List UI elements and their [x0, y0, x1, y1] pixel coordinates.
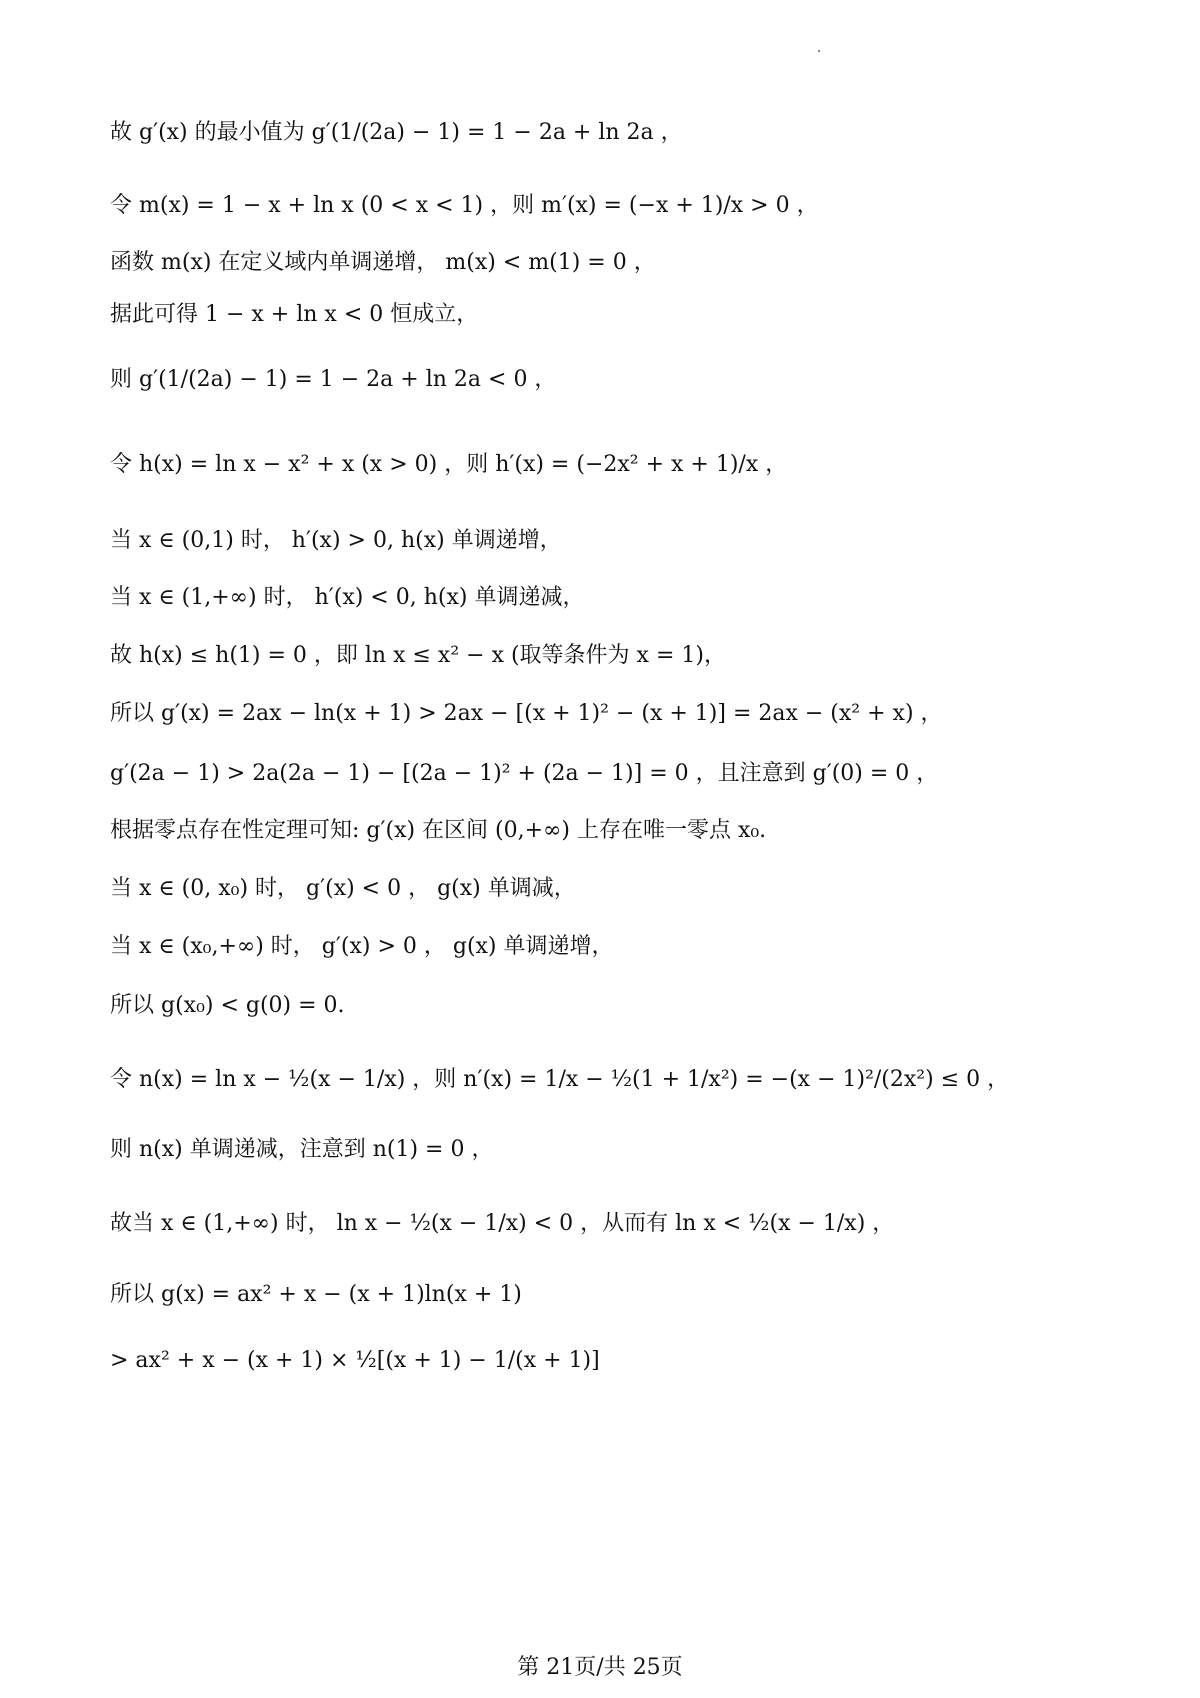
- text-line: 所以 g(x) = ax² + x − (x + 1)ln(x + 1): [110, 1282, 522, 1307]
- text-line: 所以 g(x₀) < g(0) = 0.: [110, 993, 345, 1018]
- text-line: 当 x ∈ (0,1) 时， h′(x) > 0, h(x) 单调递增，: [110, 528, 562, 553]
- text-line: 令 h(x) = ln x − x² + x (x > 0) ，则 h′(x) = (−2x² + x + 1)/x ，: [110, 452, 788, 477]
- text-line: 故 g′(x) 的最小值为 g′(1/(2a) − 1) = 1 − 2a + ln 2a ，: [110, 120, 683, 145]
- text-line: 所以 g′(x) = 2ax − ln(x + 1) > 2ax − [(x + 1)² − (x + 1)] = 2ax − (x² + x) ，: [110, 701, 943, 726]
- text-line: 据此可得 1 − x + ln x < 0 恒成立，: [110, 302, 479, 327]
- text-line: 根据零点存在性定理可知: g′(x) 在区间 (0,+∞) 上存在唯一零点 x₀.: [110, 818, 767, 843]
- text-line: > ax² + x − (x + 1) × ½[(x + 1) − 1/(x + 1)]: [110, 1348, 600, 1373]
- text-line: g′(2a − 1) > 2a(2a − 1) − [(2a − 1)² + (2a − 1)] = 0 ，且注意到 g′(0) = 0 ，: [110, 761, 939, 786]
- text-line: 故当 x ∈ (1,+∞) 时， ln x − ½(x − 1/x) < 0 ，从而有 ln x < ½(x − 1/x) ，: [110, 1211, 895, 1236]
- text-line: 当 x ∈ (1,+∞) 时， h′(x) < 0, h(x) 单调递减，: [110, 585, 585, 610]
- page-number: 第 21页/共 25页: [517, 1655, 683, 1680]
- text-line: 则 g′(1/(2a) − 1) = 1 − 2a + ln 2a < 0 ，: [110, 367, 557, 392]
- text-line: 函数 m(x) 在定义域内单调递增， m(x) < m(1) = 0 ，: [110, 250, 656, 275]
- text-line: 令 n(x) = ln x − ½(x − 1/x) ，则 n′(x) = 1/x − ½(1 + 1/x²) = −(x − 1)²/(2x²) ≤ 0 ，: [110, 1067, 1010, 1092]
- scan-speck: [818, 50, 820, 52]
- text-line: 令 m(x) = 1 − x + ln x (0 < x < 1) ，则 m′(x) = (−x + 1)/x > 0 ，: [110, 193, 819, 218]
- text-line: 故 h(x) ≤ h(1) = 0 ，即 ln x ≤ x² − x (取等条件为 x = 1)，: [110, 643, 726, 668]
- text-line: 当 x ∈ (0, x₀) 时， g′(x) < 0 ， g(x) 单调减，: [110, 876, 576, 901]
- text-line: 则 n(x) 单调递减，注意到 n(1) = 0 ，: [110, 1137, 494, 1162]
- text-line: 当 x ∈ (x₀,+∞) 时， g′(x) > 0 ， g(x) 单调递增，: [110, 934, 614, 959]
